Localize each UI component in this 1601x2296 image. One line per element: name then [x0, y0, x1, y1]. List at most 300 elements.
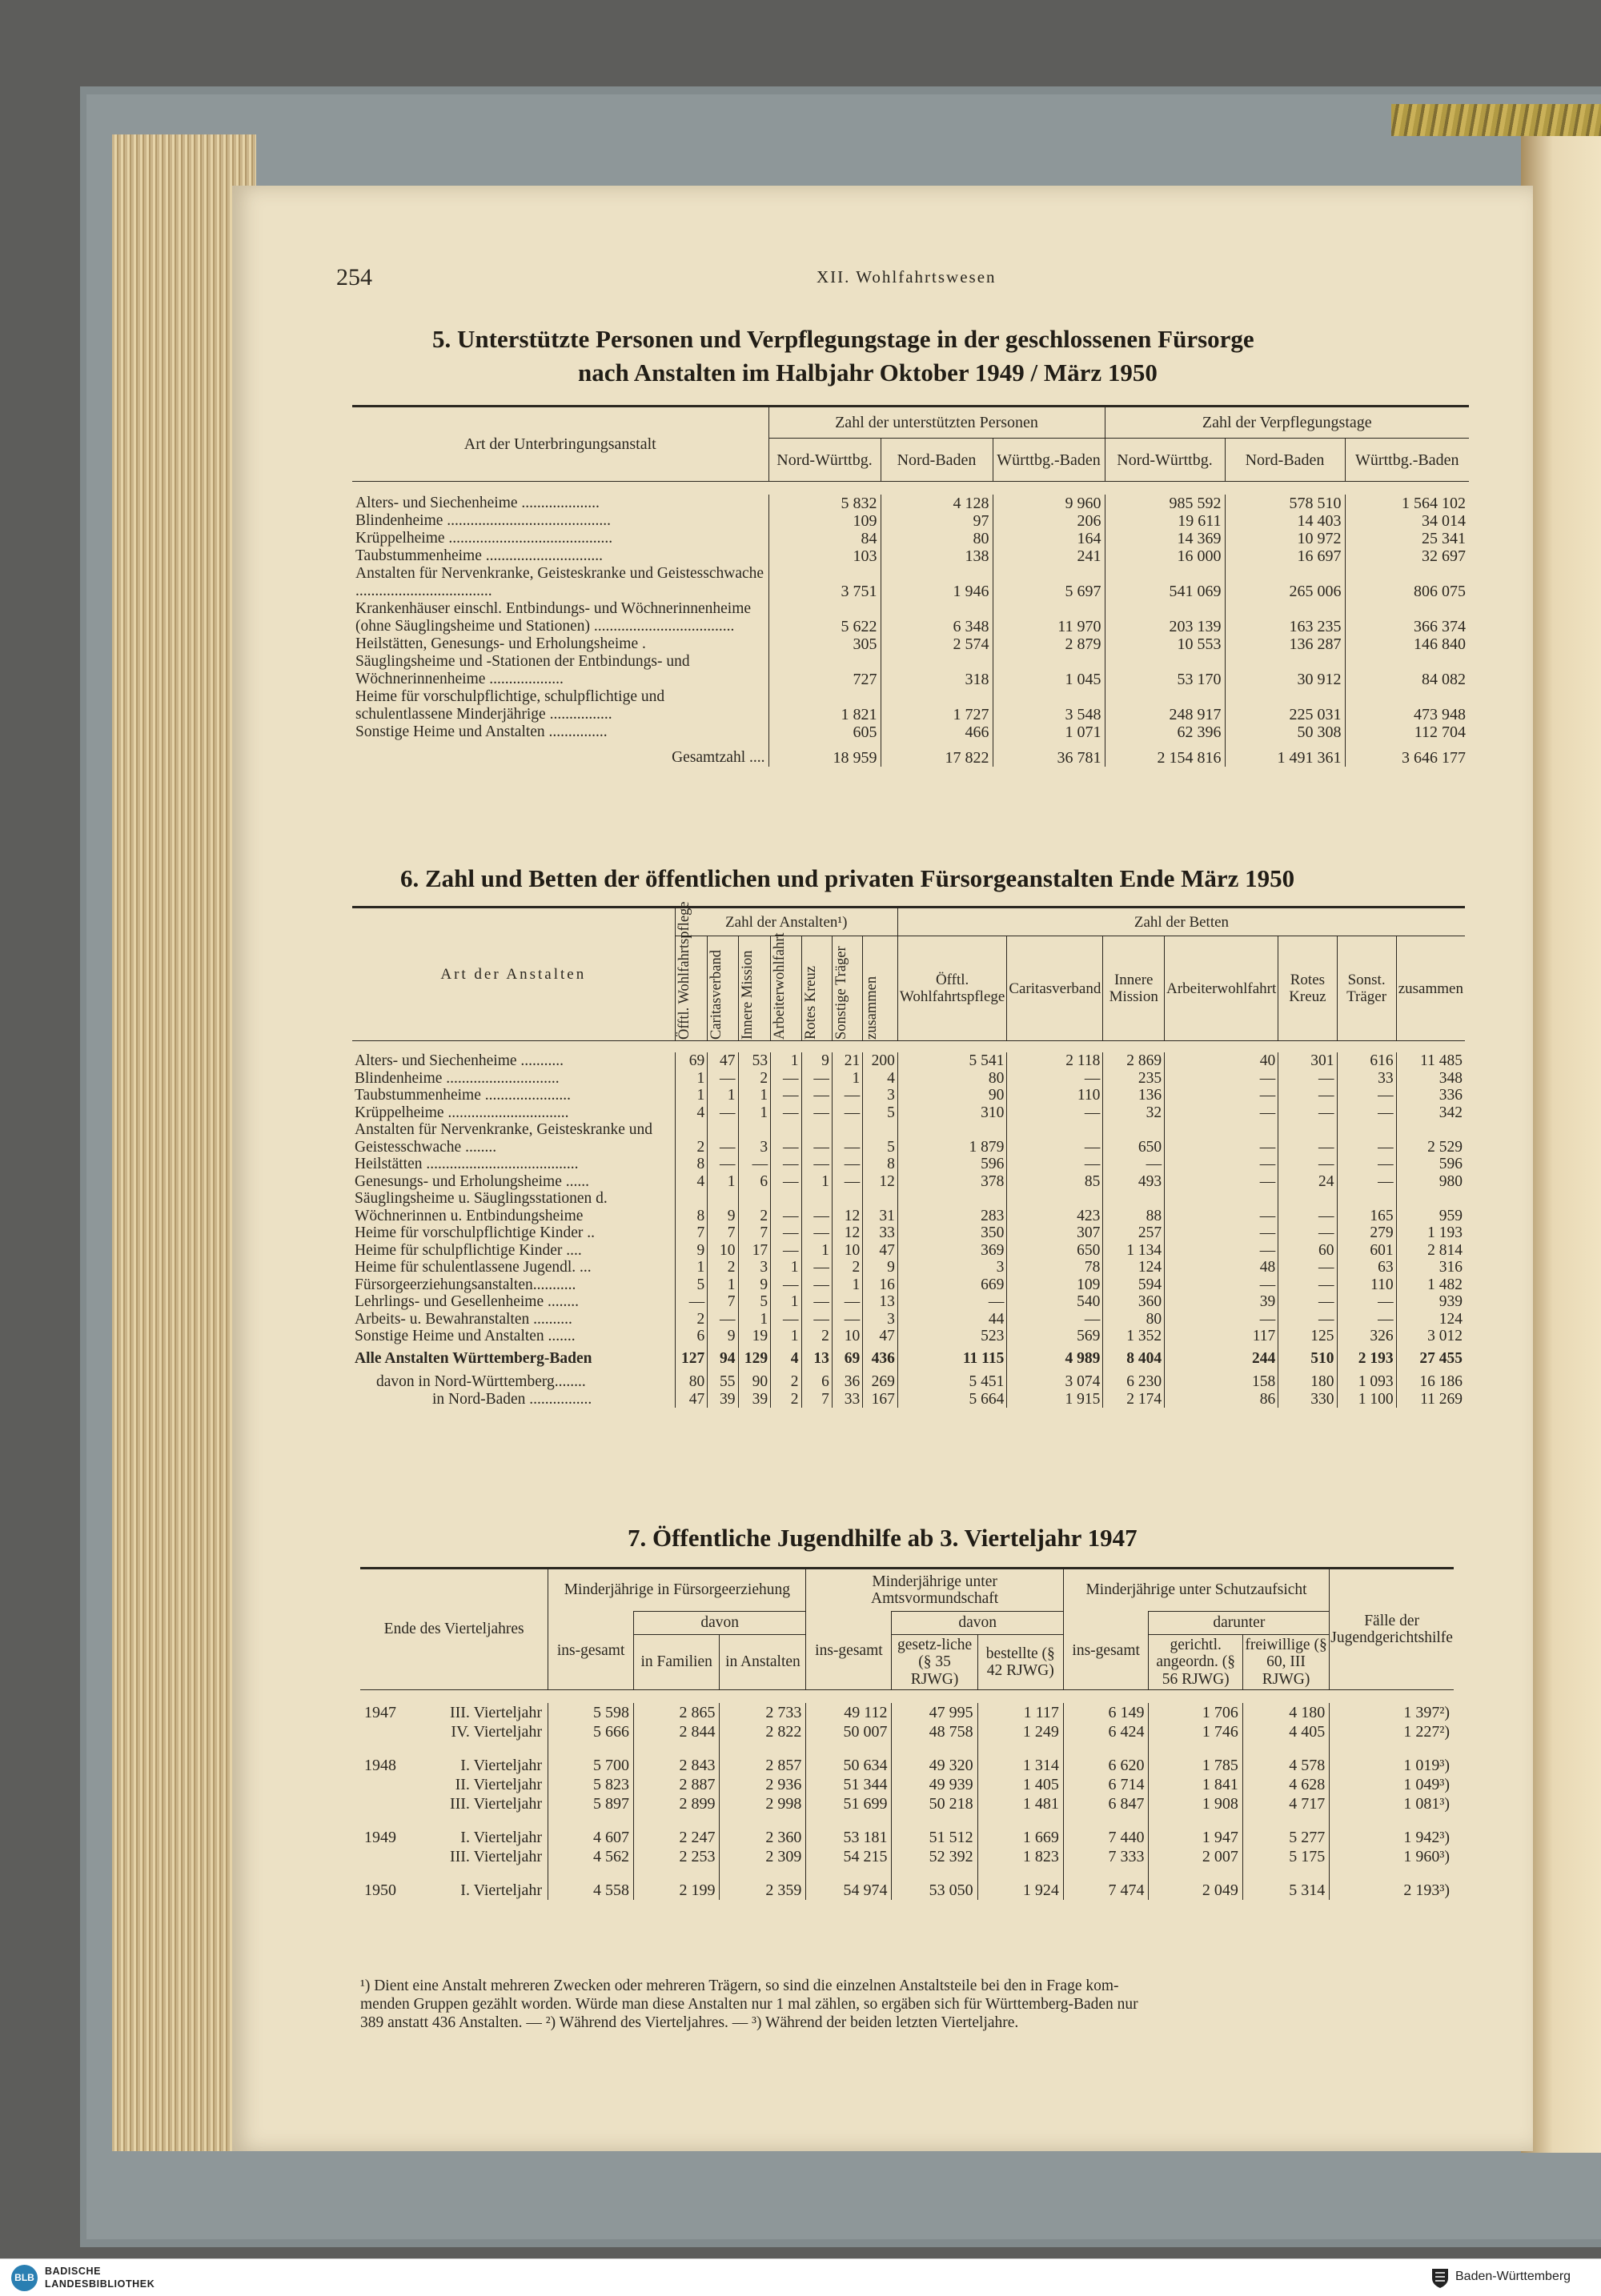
- table7-col-anstalten: in Anstalten: [720, 1635, 806, 1690]
- table-cell: 80: [1103, 1311, 1165, 1328]
- table-cell: 158: [1165, 1367, 1278, 1391]
- table5-col-nb: Nord-Baden: [881, 439, 993, 482]
- table6-col-anstalten: [863, 936, 898, 1041]
- table-cell: 423: [1007, 1190, 1103, 1224]
- table-row: [352, 1052, 1465, 1070]
- table-cell: 4 405: [1242, 1722, 1329, 1741]
- table-cell: 369: [897, 1242, 1006, 1260]
- table-cell: —: [1278, 1121, 1337, 1156]
- row-quarter: III. Vierteljahr: [449, 1704, 542, 1721]
- table-cell: —: [832, 1293, 862, 1311]
- table-cell: 650: [1103, 1121, 1165, 1156]
- table-cell: —: [1278, 1311, 1337, 1328]
- table7-col-bestellte: bestellte (§ 42 RJWG): [977, 1635, 1063, 1690]
- table7-col-familien: in Familien: [633, 1635, 720, 1690]
- table-row: [352, 600, 1469, 635]
- table-cell: 650: [1007, 1242, 1103, 1260]
- table-cell: 49 320: [892, 1741, 977, 1775]
- table-cell: 2 814: [1396, 1242, 1465, 1260]
- table6-col-anstalten-label: zusammen: [864, 976, 881, 1040]
- table-cell: 5: [738, 1293, 771, 1311]
- table-cell: 5 697: [993, 565, 1105, 600]
- table-cell: 112 704: [1345, 723, 1469, 741]
- table-cell: 206: [993, 512, 1105, 530]
- table-cell: 94: [708, 1345, 738, 1368]
- table-cell: 1 071: [993, 723, 1105, 741]
- table5-col-wb: Württbg.-Baden: [1345, 439, 1469, 482]
- table7-title: 7. Öffentliche Jugendhilfe ab 3. Vierteljahr 1947: [628, 1524, 1138, 1552]
- row-label: Blindenheime ..........................................: [355, 512, 612, 529]
- table-cell: 360: [1103, 1293, 1165, 1311]
- table-cell: 493: [1103, 1173, 1165, 1191]
- table-cell: 1 352: [1103, 1328, 1165, 1345]
- table-cell: 54 215: [806, 1847, 892, 1866]
- row-label: Taubstummenheime ......................: [355, 1087, 571, 1104]
- table-cell: —: [801, 1121, 832, 1156]
- table-cell: 2 998: [720, 1794, 806, 1813]
- table-cell: 269: [863, 1367, 898, 1391]
- table6-title: 6. Zahl und Betten der öffentlichen und privaten Fürsorgeanstalten Ende März 1950: [400, 864, 1295, 892]
- row-year: 1949: [364, 1829, 396, 1846]
- table-cell: 47: [863, 1242, 898, 1260]
- table-cell: 2 359: [720, 1866, 806, 1900]
- table-cell: 326: [1337, 1328, 1396, 1345]
- table-cell: 11 970: [993, 600, 1105, 635]
- table-row: [352, 1156, 1465, 1173]
- table-cell: —: [832, 1311, 862, 1328]
- table-cell: —: [1165, 1121, 1278, 1156]
- table6-col-anstalten-label: Öfftl. Wohlfahrtspflege: [676, 901, 692, 1040]
- table-row: [352, 1104, 1465, 1122]
- table-cell: 7 440: [1063, 1813, 1149, 1847]
- table-cell: 6: [738, 1173, 771, 1191]
- table-cell: 727: [768, 653, 881, 688]
- table-cell: 8 404: [1103, 1345, 1165, 1368]
- row-label: Fürsorgeerziehungsanstalten...........: [355, 1276, 576, 1293]
- row-label: Säuglingsheime u. Säuglingsstationen d. Wöchnerinnen u. Entbindungsheime: [355, 1190, 608, 1224]
- row-label: Säuglingsheime und -Stationen der Entbindungs- und Wöchnerinnenheime ...................: [355, 653, 690, 687]
- table-cell: —: [1278, 1190, 1337, 1224]
- table-cell: 2: [708, 1259, 738, 1276]
- table-cell: 2 154 816: [1105, 741, 1225, 767]
- table-cell: 51 344: [806, 1775, 892, 1794]
- table-cell: 436: [863, 1345, 898, 1368]
- table-cell: 110: [1007, 1087, 1103, 1104]
- table-cell: 86: [1165, 1391, 1278, 1408]
- table-cell: 1: [738, 1087, 771, 1104]
- row-label: Arbeits- u. Bewahranstalten ..........: [355, 1310, 572, 1328]
- table-cell: 305: [768, 635, 881, 653]
- table-row: [352, 1345, 1465, 1368]
- table-cell: 4 578: [1242, 1741, 1329, 1775]
- table-cell: 8: [675, 1190, 708, 1224]
- table-row: [352, 1391, 1465, 1408]
- table-cell: —: [832, 1121, 862, 1156]
- row-label: Krüppelheime ...............................: [355, 1104, 569, 1121]
- table-cell: —: [1165, 1104, 1278, 1122]
- table6-col-anstalten-label: Innere Mission: [739, 950, 756, 1040]
- table-cell: 11 269: [1396, 1391, 1465, 1408]
- viewer-footer: [0, 2258, 1601, 2296]
- table-cell: —: [771, 1121, 801, 1156]
- row-label: Alters- und Siechenheime ....................: [355, 495, 600, 511]
- table-cell: 52 392: [892, 1847, 977, 1866]
- table-cell: 6 348: [881, 600, 993, 635]
- table-cell: 51 699: [806, 1794, 892, 1813]
- table-cell: 1 045: [993, 653, 1105, 688]
- table-cell: 540: [1007, 1293, 1103, 1311]
- table-cell: —: [1007, 1121, 1103, 1156]
- row-quarter: III. Vierteljahr: [449, 1795, 542, 1813]
- table-cell: —: [1007, 1070, 1103, 1088]
- table-cell: 53 170: [1105, 653, 1225, 688]
- footnote-line: 389 anstatt 436 Anstalten. — ²) Während des Vierteljahres. — ³) Während der beiden letzten Vierteljahre.: [360, 2014, 1019, 2031]
- table-cell: 3 751: [768, 565, 881, 600]
- table-cell: 109: [1007, 1276, 1103, 1294]
- table-cell: 90: [897, 1087, 1006, 1104]
- table-cell: 33: [1337, 1070, 1396, 1088]
- table-cell: 2: [832, 1259, 862, 1276]
- row-label: Blindenheime .............................: [355, 1069, 560, 1087]
- table-cell: 3 012: [1396, 1328, 1465, 1345]
- table-cell: 5 277: [1242, 1813, 1329, 1847]
- table5-group-days: Zahl der Verpflegungstage: [1105, 407, 1469, 439]
- table5-col-nw: Nord-Württbg.: [768, 439, 881, 482]
- table-cell: —: [771, 1276, 801, 1294]
- row-label: [360, 1741, 548, 1775]
- table-cell: 124: [1396, 1311, 1465, 1328]
- table-cell: 1: [708, 1173, 738, 1191]
- row-label: in Nord-Baden ................: [432, 1390, 592, 1408]
- table-cell: 11 485: [1396, 1052, 1465, 1070]
- table-cell: —: [801, 1276, 832, 1294]
- table-cell: 5 314: [1242, 1866, 1329, 1900]
- library-logo[interactable]: BLB: [11, 2265, 38, 2291]
- row-label: Krankenhäuser einschl. Entbindungs- und Wöchnerinnenheime (ohne Säuglingsheime und Stationen) ....................................: [355, 600, 752, 635]
- table-cell: 1: [708, 1087, 738, 1104]
- table-cell: 3: [863, 1087, 898, 1104]
- table-cell: 5 541: [897, 1052, 1006, 1070]
- table-cell: 6 424: [1063, 1722, 1149, 1741]
- table-cell: 1 049³): [1330, 1775, 1454, 1794]
- table-cell: —: [1278, 1224, 1337, 1242]
- table-cell: 8: [675, 1156, 708, 1173]
- table-cell: —: [708, 1070, 738, 1088]
- table-cell: 2 247: [633, 1813, 720, 1847]
- table-cell: 60: [1278, 1242, 1337, 1260]
- table7-group-fe: Minderjährige in Fürsorgeerziehung: [548, 1569, 806, 1612]
- table-cell: 50 218: [892, 1794, 977, 1813]
- table-cell: 6 714: [1063, 1775, 1149, 1794]
- library-name-line2: LANDESBIBLIOTHEK: [45, 2278, 155, 2290]
- table-cell: 180: [1278, 1367, 1337, 1391]
- table7: [360, 1567, 1454, 1900]
- table-cell: 3 074: [1007, 1367, 1103, 1391]
- table-cell: 2 733: [720, 1703, 806, 1722]
- bookmark-ribbon: [1391, 104, 1601, 136]
- table-cell: 1 706: [1149, 1703, 1242, 1722]
- row-label: Taubstummenheime ..............................: [355, 547, 603, 564]
- table-cell: 2 844: [633, 1722, 720, 1741]
- table-cell: 80: [675, 1367, 708, 1391]
- table-cell: 279: [1337, 1224, 1396, 1242]
- table-cell: 109: [768, 512, 881, 530]
- table-cell: —: [1165, 1087, 1278, 1104]
- table-row: [352, 1259, 1465, 1276]
- table-cell: 5: [863, 1121, 898, 1156]
- table-cell: 8: [863, 1156, 898, 1173]
- table-cell: 117: [1165, 1328, 1278, 1345]
- table-cell: 1 193: [1396, 1224, 1465, 1242]
- table-cell: 27 455: [1396, 1345, 1465, 1368]
- table6-col-anstalten: [771, 932, 801, 1041]
- table-cell: 2 822: [720, 1722, 806, 1741]
- table5-col-nw: Nord-Württbg.: [1105, 439, 1225, 482]
- table-cell: 336: [1396, 1087, 1465, 1104]
- table7-col-freiwillig: freiwillige (§ 60, III RJWG): [1242, 1635, 1329, 1690]
- table-cell: 36: [832, 1367, 862, 1391]
- table-cell: 2: [675, 1311, 708, 1328]
- row-label: [360, 1722, 548, 1741]
- table-cell: 49 939: [892, 1775, 977, 1794]
- table5-title-line2: nach Anstalten im Halbjahr Oktober 1949 / März 1950: [578, 359, 1158, 387]
- table-cell: 5 451: [897, 1367, 1006, 1391]
- table-cell: 17: [738, 1242, 771, 1260]
- table-cell: 2 574: [881, 635, 993, 653]
- table-cell: —: [1007, 1156, 1103, 1173]
- table7-col-insgesamt: ins-gesamt: [806, 1612, 892, 1690]
- table6-col-anstalten: [801, 936, 832, 1041]
- table5: [352, 405, 1469, 767]
- table-cell: —: [1165, 1173, 1278, 1191]
- table-cell: 2 253: [633, 1847, 720, 1866]
- row-label: [360, 1813, 548, 1847]
- table-cell: 1 405: [977, 1775, 1063, 1794]
- table-cell: —: [801, 1311, 832, 1328]
- table7-col-gericht: gerichtl. angeordn. (§ 56 RJWG): [1149, 1635, 1242, 1690]
- row-label: Anstalten für Nervenkranke, Geisteskranke und Geistesschwache ........: [355, 1121, 652, 1156]
- table-cell: 1: [708, 1276, 738, 1294]
- table6-col-betten: Caritasverband: [1007, 936, 1103, 1041]
- table-cell: 48 758: [892, 1722, 977, 1741]
- running-head: XII. Wohlfahrtswesen: [817, 267, 997, 286]
- table-cell: 4 989: [1007, 1345, 1103, 1368]
- row-quarter: I. Vierteljahr: [460, 1757, 542, 1774]
- table-cell: —: [771, 1070, 801, 1088]
- row-label: Genesungs- und Erholungsheime ......: [355, 1172, 589, 1190]
- table-cell: 1 946: [881, 565, 993, 600]
- table-cell: 2 049: [1149, 1866, 1242, 1900]
- table-cell: 366 374: [1345, 600, 1469, 635]
- table-cell: 1: [801, 1173, 832, 1191]
- table-cell: 1: [738, 1104, 771, 1122]
- table-cell: 33: [863, 1224, 898, 1242]
- table-cell: 594: [1103, 1276, 1165, 1294]
- table5-body: [352, 482, 1469, 742]
- table-cell: 318: [881, 653, 993, 688]
- table-cell: —: [708, 1156, 738, 1173]
- row-label: Sonstige Heime und Anstalten .......: [355, 1328, 576, 1344]
- table-cell: 14 403: [1225, 512, 1345, 530]
- table-cell: —: [1278, 1276, 1337, 1294]
- table-cell: 4 628: [1242, 1775, 1329, 1794]
- table-cell: —: [708, 1311, 738, 1328]
- table-cell: 5 598: [548, 1703, 634, 1722]
- table-cell: —: [771, 1156, 801, 1173]
- table-cell: 2 360: [720, 1813, 806, 1847]
- facing-page-edge: [1521, 136, 1601, 2153]
- table-cell: —: [771, 1173, 801, 1191]
- table-cell: —: [832, 1104, 862, 1122]
- table-cell: 1 879: [897, 1121, 1006, 1156]
- table-cell: 12: [863, 1173, 898, 1191]
- table-row: [352, 1173, 1465, 1191]
- table-cell: —: [1165, 1224, 1278, 1242]
- table-row: [352, 635, 1469, 653]
- table-cell: —: [1337, 1293, 1396, 1311]
- table-row: [360, 1866, 1454, 1900]
- table-cell: 1: [675, 1259, 708, 1276]
- table-cell: 48: [1165, 1259, 1278, 1276]
- table-cell: 2 869: [1103, 1052, 1165, 1070]
- table-cell: 1 249: [977, 1722, 1063, 1741]
- table-cell: 125: [1278, 1328, 1337, 1345]
- row-quarter: I. Vierteljahr: [460, 1829, 542, 1846]
- table-cell: 39: [1165, 1293, 1278, 1311]
- table-row: [352, 495, 1469, 512]
- table5-total-row: [352, 741, 1469, 767]
- row-label: Anstalten für Nervenkranke, Geisteskranke und Geistesschwache ...................................: [355, 565, 764, 599]
- row-label: [360, 1703, 548, 1722]
- table-cell: 50 634: [806, 1741, 892, 1775]
- table-cell: 164: [993, 530, 1105, 547]
- table-cell: —: [897, 1293, 1006, 1311]
- table-cell: 9: [675, 1242, 708, 1260]
- table5-group-persons: Zahl der unterstützten Personen: [768, 407, 1105, 439]
- footnotes: [360, 1977, 1469, 2032]
- table-cell: 348: [1396, 1070, 1465, 1088]
- table-cell: 1 746: [1149, 1722, 1242, 1741]
- table-cell: 36 781: [993, 741, 1105, 767]
- footnote-line: menden Gruppen gezählt worden. Würde man diese Anstalten nur 1 mal zählen, so ergäben sich für Württemberg-Baden nur: [360, 1996, 1138, 2013]
- library-name[interactable]: [45, 2265, 154, 2290]
- table-cell: 1 100: [1337, 1391, 1396, 1408]
- table-row: [352, 565, 1469, 600]
- table-cell: 257: [1103, 1224, 1165, 1242]
- table-cell: —: [1007, 1311, 1103, 1328]
- table-cell: 5 832: [768, 495, 881, 512]
- row-label: Heilstätten .......................................: [355, 1156, 579, 1172]
- table-cell: 55: [708, 1367, 738, 1391]
- table-cell: 2 899: [633, 1794, 720, 1813]
- table-cell: 7: [675, 1224, 708, 1242]
- row-label: Heime für vorschulpflichtige Kinder ..: [355, 1224, 595, 1241]
- table-cell: 1: [771, 1259, 801, 1276]
- table-cell: 5: [863, 1104, 898, 1122]
- row-label: davon in Nord-Württemberg........: [376, 1373, 586, 1390]
- table-cell: 1: [738, 1311, 771, 1328]
- table-cell: —: [1278, 1087, 1337, 1104]
- table-cell: 4 180: [1242, 1703, 1329, 1722]
- table-cell: 127: [675, 1345, 708, 1368]
- table-cell: 53 181: [806, 1813, 892, 1847]
- row-year: 1947: [364, 1704, 396, 1721]
- table-cell: 1 482: [1396, 1276, 1465, 1294]
- table-cell: —: [708, 1104, 738, 1122]
- table-cell: 307: [1007, 1224, 1103, 1242]
- table-row: [360, 1703, 1454, 1722]
- table-cell: —: [1278, 1104, 1337, 1122]
- table-cell: 3 646 177: [1345, 741, 1469, 767]
- table-cell: 25 341: [1345, 530, 1469, 547]
- table-cell: 6 149: [1063, 1703, 1149, 1722]
- table-cell: —: [1278, 1293, 1337, 1311]
- table-cell: 10 553: [1105, 635, 1225, 653]
- coat-of-arms-icon: [1430, 2266, 1451, 2289]
- table-row: [352, 1311, 1465, 1328]
- table-row: [352, 723, 1469, 741]
- table-cell: —: [1165, 1070, 1278, 1088]
- table-cell: 1: [675, 1070, 708, 1088]
- table-cell: 16 186: [1396, 1367, 1465, 1391]
- table-cell: 1 397²): [1330, 1703, 1454, 1722]
- table-cell: 596: [1396, 1156, 1465, 1173]
- table-row: [352, 1224, 1465, 1242]
- table-cell: 596: [897, 1156, 1006, 1173]
- table-cell: 4 717: [1242, 1794, 1329, 1813]
- table-cell: 84: [768, 530, 881, 547]
- table-cell: 669: [897, 1276, 1006, 1294]
- table-cell: 85: [1007, 1173, 1103, 1191]
- table-cell: 5 664: [897, 1391, 1006, 1408]
- table-cell: 1 823: [977, 1847, 1063, 1866]
- table-cell: 5 622: [768, 600, 881, 635]
- table-cell: 510: [1278, 1345, 1337, 1368]
- table-cell: 1: [832, 1070, 862, 1088]
- table-cell: 3: [738, 1121, 771, 1156]
- table-cell: 244: [1165, 1345, 1278, 1368]
- region-label[interactable]: Baden-Württemberg: [1455, 2270, 1571, 2283]
- table-cell: 1 669: [977, 1813, 1063, 1847]
- table7-stub-header: Ende des Vierteljahres: [360, 1569, 548, 1690]
- table-cell: 50 308: [1225, 723, 1345, 741]
- table-cell: 4: [771, 1345, 801, 1368]
- table7-davon: davon: [633, 1612, 805, 1635]
- table-cell: 53: [738, 1052, 771, 1070]
- table-cell: 1 960³): [1330, 1847, 1454, 1866]
- table-cell: 7: [801, 1391, 832, 1408]
- table-cell: 6: [675, 1328, 708, 1345]
- table-cell: 1: [771, 1293, 801, 1311]
- table-cell: 578 510: [1225, 495, 1345, 512]
- table-cell: —: [801, 1104, 832, 1122]
- table6-col-anstalten: [675, 901, 708, 1041]
- table-cell: 80: [881, 530, 993, 547]
- table-cell: 24: [1278, 1173, 1337, 1191]
- table-cell: 9: [738, 1276, 771, 1294]
- table-cell: 1 314: [977, 1741, 1063, 1775]
- table-cell: 110: [1337, 1276, 1396, 1294]
- table-row: [352, 1242, 1465, 1260]
- table-cell: 1 227²): [1330, 1722, 1454, 1741]
- table-cell: 53 050: [892, 1866, 977, 1900]
- table-cell: 17 822: [881, 741, 993, 767]
- table-cell: —: [832, 1087, 862, 1104]
- table-cell: 466: [881, 723, 993, 741]
- table7-body: [360, 1690, 1454, 1901]
- table6-col-betten: Sonst. Träger: [1337, 936, 1396, 1041]
- table-cell: 1 564 102: [1345, 495, 1469, 512]
